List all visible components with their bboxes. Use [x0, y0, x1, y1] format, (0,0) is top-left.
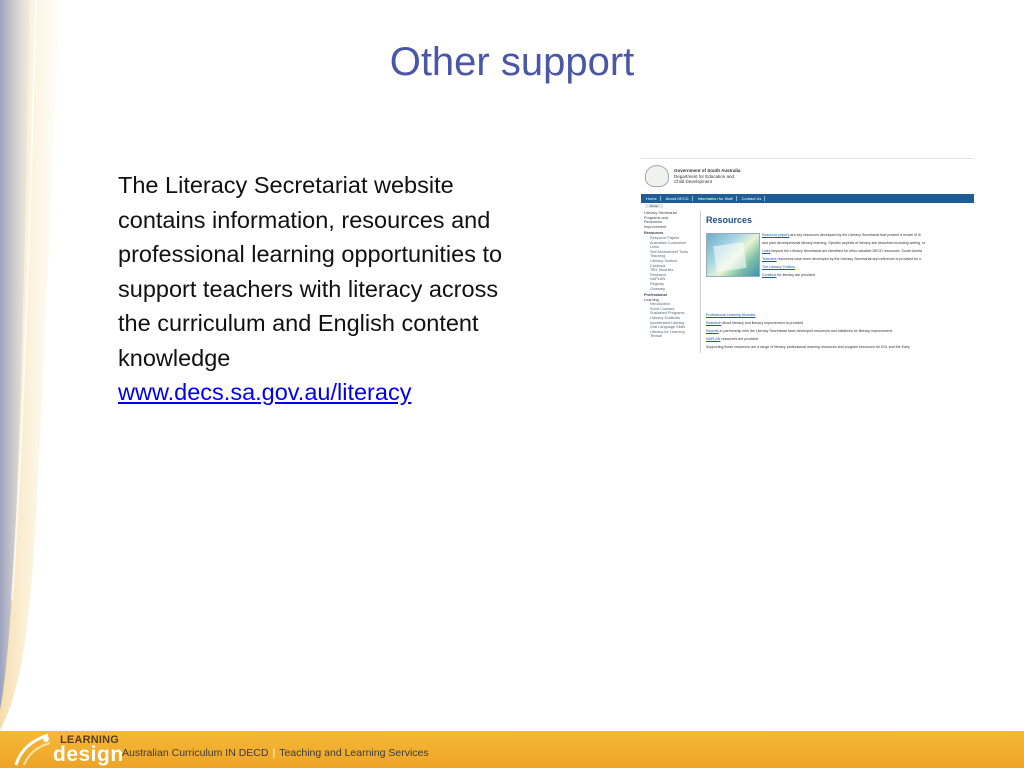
side-sub-item: Teaching — [650, 254, 666, 259]
logo-text-design: design — [53, 743, 124, 766]
screenshot-nav — [641, 194, 974, 203]
screenshot-line: NAPLAN resources are provided. — [706, 337, 760, 341]
side-item: Improvement — [644, 224, 667, 229]
literacy-website-link[interactable]: www.decs.sa.gov.au/literacy — [118, 379, 412, 405]
body-line: support teachers with literacy across — [118, 275, 499, 302]
side-item: Literacy Secretariat — [644, 211, 677, 215]
screenshot-line: Links beyond the Literacy Secretariat are identified for other valuable DECD resources. South Austra — [762, 249, 923, 253]
screenshot-text-block — [706, 313, 974, 353]
side-item: Resources — [644, 220, 663, 225]
footer-text-right: Teaching and Learning Services — [279, 747, 429, 759]
logo-swirl-icon — [10, 731, 54, 768]
screenshot-nav-item: About DECD — [663, 196, 693, 201]
website-screenshot — [641, 158, 974, 353]
screenshot-heading: Resources — [706, 215, 753, 225]
body-line: the curriculum and English content — [118, 310, 479, 336]
screenshot-header — [641, 159, 974, 191]
gov-line: Department for Education and — [674, 173, 735, 179]
footer-separator: | — [272, 747, 276, 759]
screenshot-nav-item: Information for Staff — [695, 196, 737, 201]
side-sub-item: Sustained Programs — [650, 311, 685, 316]
side-item: Programs and — [644, 215, 668, 220]
slide-title: Other support — [389, 40, 635, 84]
gov-line: Child Development — [674, 179, 713, 184]
resource-books-image — [706, 233, 760, 277]
side-sub-item: Textual — [650, 334, 663, 339]
screenshot-line: Research about literacy and literacy improvement is provided — [706, 321, 804, 325]
government-crest-icon — [645, 165, 669, 187]
side-sub-item: Literacy Scaffolds — [650, 316, 680, 321]
side-sub-item: Literacy Toolbox — [650, 258, 678, 263]
side-sub-item: Introduction — [650, 302, 670, 307]
screenshot-main — [704, 211, 974, 353]
gov-line: Government of South Australia — [674, 168, 741, 173]
decorative-swoosh — [0, 0, 90, 730]
body-line: knowledge — [118, 344, 231, 371]
screenshot-nav-item: Contact Us — [739, 196, 766, 201]
screenshot-subnav: Home — [645, 204, 663, 208]
body-line: contains information, resources and — [118, 206, 491, 233]
side-sub-item: Self Assessment Tools — [650, 249, 688, 254]
screenshot-line: Teachers resources have been developed by the Literacy Secretariat and reference is provided for o — [762, 257, 922, 261]
side-sub-item: TfEL Modules — [650, 268, 674, 273]
side-sub-item: Links — [650, 245, 659, 250]
screenshot-line: Continua for literacy are provided — [762, 273, 815, 277]
screenshot-sidebar — [641, 211, 701, 353]
side-sub-item: Continua — [650, 263, 666, 268]
side-sub-item: Short Courses — [650, 306, 675, 311]
side-sub-item: NAPLAN — [650, 277, 666, 282]
screenshot-text-block — [762, 233, 974, 281]
learning-design-logo — [10, 731, 124, 768]
body-line: The Literacy Secretariat website — [118, 172, 454, 198]
screenshot-line: The Literacy Toolbox — [762, 265, 796, 269]
screenshot-line: and plan developmental literacy learning. Specific aspects of literacy are described including writing, re — [762, 241, 926, 245]
body-paragraph — [118, 168, 598, 410]
screenshot-line: Professional Learning Modules — [706, 313, 756, 317]
screenshot-line: Supporting these resources are a range of literacy professional learning resources and program resources for ESL and the Early — [706, 345, 910, 349]
body-line: professional learning opportunities to — [118, 241, 503, 267]
side-section: Professional — [644, 293, 667, 298]
footer-bar — [0, 731, 1024, 768]
side-section: Resources — [644, 231, 664, 236]
side-sub-item: Accelerated Literacy — [650, 320, 685, 325]
side-sub-item: Literacy for Learning — [650, 329, 685, 334]
side-sub-item: Glossary — [650, 286, 665, 291]
screenshot-line: Resource papers are key resources developed by the Literacy Secretariat that present a model of lit — [762, 233, 921, 237]
side-sub-item: Australian Curriculum — [650, 240, 687, 245]
footer-caption — [122, 747, 429, 759]
side-sub-item: Research — [650, 272, 667, 277]
side-sub-item: Oral Language Skills — [650, 325, 686, 330]
side-item: Learning — [644, 297, 659, 302]
logo-text-learning: LEARNING — [60, 734, 120, 746]
government-name — [674, 168, 740, 185]
side-sub-item: Registry — [650, 281, 664, 286]
footer-text-left: Australian Curriculum IN DECD — [122, 747, 269, 759]
side-sub-item: Resource Papers — [650, 235, 680, 240]
screenshot-nav-item: Home — [643, 196, 661, 201]
screenshot-line: Reports in partnership with the Literacy Secretariat have developed resources and initiatives for literacy improvement. — [706, 329, 893, 333]
